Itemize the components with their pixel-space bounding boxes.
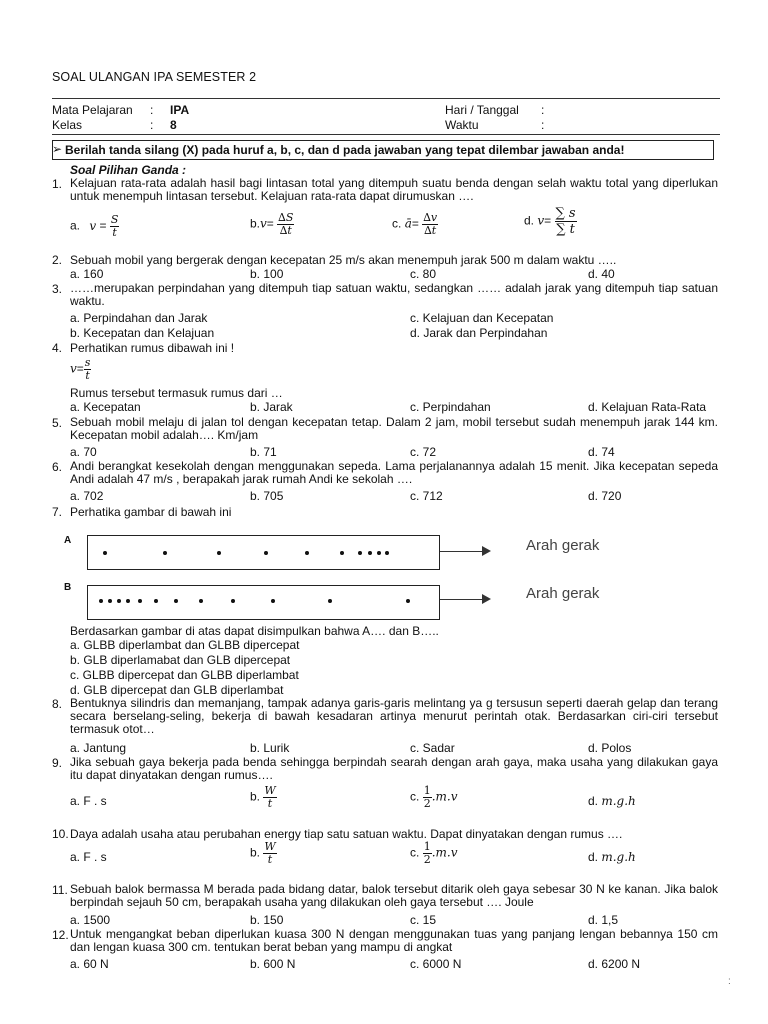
- q9-option-d[interactable]: d. m.g.h: [588, 794, 636, 808]
- q5-option-b[interactable]: b. 71: [250, 445, 277, 459]
- q7-option-c[interactable]: c. GLBB dipercepat dan GLBB diperlambat: [70, 668, 299, 682]
- q6-option-a[interactable]: a. 702: [70, 489, 104, 503]
- mapel-colon: :: [150, 103, 154, 117]
- ticker-tape-a: [87, 535, 440, 570]
- tape-dot: [163, 551, 167, 555]
- tape-dot: [154, 599, 158, 603]
- q1-option-c[interactable]: c. ā= $\frac{\Delta v}{\Delta t}$: [392, 211, 438, 237]
- hari-colon: :: [541, 103, 545, 117]
- ticker-tape-b: [87, 585, 440, 620]
- question-8-text: Bentuknya silindris dan memanjang, tampak adanya garis-garis melintang ya g tersusun seperti daerah gelap dan terang secara berselang-seling, bekerja di bawah kesadaran artinya menurut perintah otak. Berdasarkan ciri-ciri tersebut termasuk otot…: [70, 696, 718, 736]
- instruction-box: [52, 140, 714, 160]
- q4-option-a[interactable]: a. Kecepatan: [70, 400, 141, 414]
- q12-option-b[interactable]: b. 600 N: [250, 957, 296, 971]
- question-1-text: Kelajuan rata-rata adalah hasil bagi lintasan total yang ditempuh suatu benda dengan selah waktu total yang diperlukan untuk menempuh lintasan tersebut. Kelajuan rata-rata dapat dirumuskan ….: [70, 176, 718, 203]
- arrow-right-icon: [440, 599, 484, 600]
- tape-dot: [377, 551, 381, 555]
- q3-option-c[interactable]: c. Kelajuan dan Kecepatan: [410, 311, 554, 325]
- q8-option-b[interactable]: b. Lurik: [250, 741, 290, 755]
- q5-option-c[interactable]: c. 72: [410, 445, 437, 459]
- section-title: Soal Pilihan Ganda :: [70, 163, 187, 177]
- diagram-label-a: A: [64, 535, 72, 546]
- q11-option-a[interactable]: a. 1500: [70, 913, 111, 927]
- mapel-label: Mata Pelajaran: [52, 103, 133, 117]
- q11-option-c[interactable]: c. 15: [410, 913, 437, 927]
- tape-dot: [138, 599, 142, 603]
- hari-label: Hari / Tanggal: [445, 103, 519, 117]
- q7-option-a[interactable]: a. GLBB diperlambat dan GLBB dipercepat: [70, 638, 300, 652]
- tape-dot: [305, 551, 309, 555]
- question-number: 1.: [52, 177, 63, 191]
- q10-option-b[interactable]: b. $\frac{W}{t}$: [250, 840, 276, 866]
- q1-option-d[interactable]: d. v= $\frac{\sum s}{\sum t}$: [524, 206, 576, 237]
- q12-option-d[interactable]: d. 6200 N: [588, 957, 641, 971]
- q5-option-d[interactable]: d. 74: [588, 445, 615, 459]
- tape-dot: [271, 599, 275, 603]
- kelas-value: 8: [170, 118, 177, 132]
- q4-subtext: Rumus tersebut termasuk rumus dari …: [70, 386, 283, 400]
- q7-subtext: Berdasarkan gambar di atas dapat disimpulkan bahwa A…. dan B…..: [70, 624, 439, 638]
- tape-dot: [108, 599, 112, 603]
- q8-option-a[interactable]: a. Jantung: [70, 741, 127, 755]
- q10-option-d[interactable]: d. m.g.h: [588, 850, 636, 864]
- tape-dot: [103, 551, 107, 555]
- q12-option-a[interactable]: a. 60 N: [70, 957, 109, 971]
- tape-dot: [126, 599, 130, 603]
- question-9-text: Jika sebuah gaya bekerja pada benda sehingga berpindah searah dengan arah gaya, maka usaha yang dilakukan gaya itu dapat dinyatakan dengan rumus….: [70, 755, 718, 782]
- q6-option-c[interactable]: c. 712: [410, 489, 443, 503]
- page-title: SOAL ULANGAN IPA SEMESTER 2: [52, 70, 257, 84]
- header-rule-top: [52, 98, 720, 99]
- q2-option-b[interactable]: b. 100: [250, 267, 284, 281]
- q2-option-d[interactable]: d. 40: [588, 267, 615, 281]
- tape-dot: [264, 551, 268, 555]
- tape-dot: [231, 599, 235, 603]
- arrow-bullet-icon: ➢: [52, 142, 63, 156]
- tape-dot: [328, 599, 332, 603]
- q6-option-d[interactable]: d. 720: [588, 489, 622, 503]
- q10-option-c[interactable]: c. $\frac{1}{2}$ .m.v: [410, 840, 458, 866]
- q12-option-c[interactable]: c. 6000 N: [410, 957, 462, 971]
- tape-dot: [406, 599, 410, 603]
- q9-option-c[interactable]: c. $\frac{1}{2}$ .m.v: [410, 784, 458, 810]
- q9-option-a[interactable]: a. F . s: [70, 794, 107, 808]
- mapel-value: IPA: [170, 103, 190, 117]
- q7-option-b[interactable]: b. GLB diperlamabat dan GLB dipercepat: [70, 653, 291, 667]
- tape-dot: [340, 551, 344, 555]
- arah-gerak-label-a: Arah gerak: [526, 537, 600, 554]
- question-11-text: Sebuah balok bermassa M berada pada bidang datar, balok tersebut ditarik oleh gaya sebesar 30 N ke kanan. Jika balok berpindah sejauh 50 cm, berapakah usaha yang dilakukan oleh gaya tersebut …. Joule: [70, 882, 718, 909]
- waktu-colon: :: [541, 118, 545, 132]
- q4-formula: v= $\frac{s}{t}$: [70, 356, 91, 382]
- q3-option-b[interactable]: b. Kecepatan dan Kelajuan: [70, 326, 215, 340]
- q2-option-a[interactable]: a. 160: [70, 267, 104, 281]
- q3-option-a[interactable]: a. Perpindahan dan Jarak: [70, 311, 208, 325]
- tape-dot: [368, 551, 372, 555]
- tape-dot: [174, 599, 178, 603]
- q6-option-b[interactable]: b. 705: [250, 489, 284, 503]
- instruction-text: Berilah tanda silang (X) pada huruf a, b, c, dan d pada jawaban yang tepat dilembar jawaban anda!: [65, 143, 625, 157]
- q8-option-d[interactable]: d. Polos: [588, 741, 632, 755]
- tape-dot: [117, 599, 121, 603]
- q8-option-c[interactable]: c. Sadar: [410, 741, 455, 755]
- tape-dot: [217, 551, 221, 555]
- waktu-label: Waktu: [445, 118, 479, 132]
- q3-option-d[interactable]: d. Jarak dan Perpindahan: [410, 326, 548, 340]
- q11-option-b[interactable]: b. 150: [250, 913, 284, 927]
- q4-option-d[interactable]: d. Kelajuan Rata-Rata: [588, 400, 707, 414]
- q10-option-a[interactable]: a. F . s: [70, 850, 107, 864]
- diagram-label-b: B: [64, 582, 72, 593]
- tape-dot: [385, 551, 389, 555]
- q1-option-a[interactable]: a. v = $\frac{S}{t}$: [70, 213, 119, 239]
- question-6-text: Andi berangkat kesekolah dengan menggunakan sepeda. Lama perjalanannya adalah 15 menit. Jika kecepatan sepeda Andi adalah 47 m/s , berapakah jarak rumah Andi ke sekolah ….: [70, 459, 718, 486]
- q7-option-d[interactable]: d. GLB dipercepat dan GLB diperlambat: [70, 683, 284, 697]
- question-5-text: Sebuah mobil melaju di jalan tol dengan kecepatan tetap. Dalam 2 jam, mobil tersebut sudah menempuh jarak 144 km. Kecepatan mobil adalah…. Km/jam: [70, 415, 718, 442]
- kelas-label: Kelas: [52, 118, 83, 132]
- arrow-head-icon: [482, 546, 491, 556]
- question-12-text: Untuk mengangkat beban diperlukan kuasa 300 N dengan menggunakan tuas yang panjang lengan bebannya 150 cm dan lengan kuasa 300 cm. tentukan berat beban yang mampu di angkat: [70, 927, 718, 954]
- arah-gerak-label-b: Arah gerak: [526, 585, 600, 602]
- q9-option-b[interactable]: b. $\frac{W}{t}$: [250, 784, 276, 810]
- q1-option-b[interactable]: b.v= $\frac{\Delta S}{\Delta t}$: [250, 211, 294, 237]
- tape-dot: [199, 599, 203, 603]
- arrow-head-icon: [482, 594, 491, 604]
- tape-dot: [358, 551, 362, 555]
- header-rule-bottom: [52, 134, 720, 135]
- arrow-right-icon: [440, 551, 484, 552]
- tape-dot: [99, 599, 103, 603]
- question-3-text: ……merupakan perpindahan yang ditempuh tiap satuan waktu, sedangkan …… adalah jarak yang ditempuh tiap satuan waktu.: [70, 281, 718, 308]
- q4-option-c[interactable]: c. Perpindahan: [410, 400, 491, 414]
- q5-option-a[interactable]: a. 70: [70, 445, 97, 459]
- q4-option-b[interactable]: b. Jarak: [250, 400, 293, 414]
- kelas-colon: :: [150, 118, 154, 132]
- footer-mark: :: [728, 976, 731, 987]
- q11-option-d[interactable]: d. 1,5: [588, 913, 619, 927]
- q2-option-c[interactable]: c. 80: [410, 267, 437, 281]
